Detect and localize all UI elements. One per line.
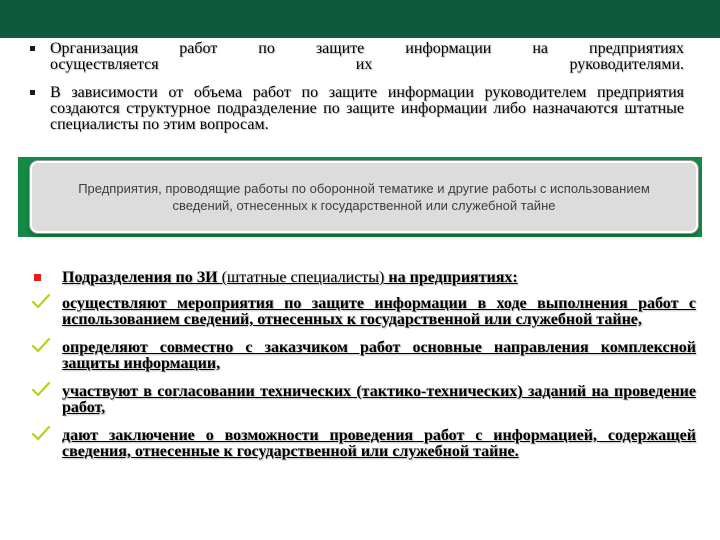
intro-item-text: В зависимости от объема работ по защите информации руководителем предприятия создаются структурное подразделение по защите информации либо назначаются штатные специалисты по этим вопросам. [50,84,684,133]
duty-item-text: определяют совместно с заказчиком работ основные направления комплексной защиты информации, [62,339,696,372]
square-bullet-icon [30,46,35,51]
checkmark-icon [30,381,52,399]
duty-item [30,340,696,372]
duty-item-text: дают заключение о возможности проведения работ с информацией, содержащей сведения, отнесенные к государственной или служебной тайне. [62,427,696,460]
intro-list [30,41,684,145]
duties-header-after: на предприятиях: [384,269,518,286]
square-bullet-icon [30,90,35,95]
duty-item [30,428,696,460]
duty-item [30,384,696,416]
checkmark-icon [30,337,52,355]
checkmark-icon [30,293,52,311]
duties-header-before: Подразделения по ЗИ [62,269,222,286]
callout-box [30,161,698,233]
intro-item [30,41,684,73]
duties-list [30,270,696,472]
intro-item-line2: осуществляется их руководителями. [50,56,684,73]
intro-item [30,85,684,133]
duties-header-text [62,269,518,286]
intro-item-line1: Организация работ по защите информации на предприятиях [50,40,684,57]
red-square-bullet-icon [34,274,41,281]
callout-text: Предприятия, проводящие работы по оборонной тематике и другие работы с использованием сведений, отнесенных к государственной или служебной тайне [78,181,650,213]
duty-item [30,296,696,328]
title-bar-band [0,0,720,38]
duty-item-text: участвуют в согласовании технических (тактико-технических) заданий на проведение работ, [62,383,696,416]
duties-header-paren: (штатные специалисты) [221,269,385,286]
duties-header [30,270,696,286]
checkmark-icon [30,425,52,443]
duty-item-text: осуществляют мероприятия по защите информации в ходе выполнения работ с использованием сведений, отнесенных к государственной или служебной тайне, [62,295,696,328]
